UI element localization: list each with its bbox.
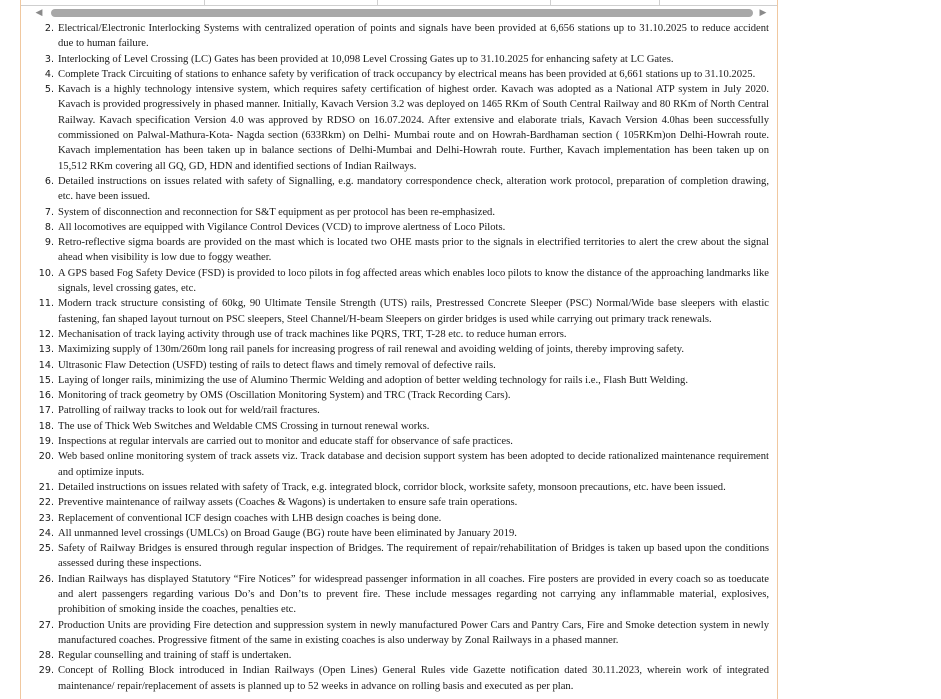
list-item: Safety of Railway Bridges is ensured through regular inspection of Bridges. The requirement of repair/rehabilitation of Bridges is taken up based upon the conditions assessed during these inspections. <box>58 543 769 570</box>
list-item: Maximizing supply of 130m/260m long rail panels for increasing progress of rail renewal and avoiding welding of joints, thereby improving safety. <box>58 344 684 356</box>
document-page <box>20 0 778 699</box>
list-item: Monitoring of track geometry by OMS (Oscillation Monitoring System) and TRC (Track Recording Cars). <box>58 390 511 402</box>
list-item: System of disconnection and reconnection for S&T equipment as per protocol has been re-emphasized. <box>58 206 495 218</box>
horizontal-scrollbar[interactable] <box>33 7 769 19</box>
list-item: Inspections at regular intervals are carried out to monitor and educate staff for observance of safe practices. <box>58 436 513 448</box>
list-item: Web based online monitoring system of track assets viz. Track database and decision support system has been adopted to decide rationalized maintenance requirement and optimize inputs. <box>58 451 769 478</box>
list-item: Interlocking of Level Crossing (LC) Gates has been provided at 10,098 Level Crossing Gates up to 31.10.2025 for enhancing safety at LC Gates. <box>58 53 674 65</box>
list-item: All locomotives are equipped with Vigilance Control Devices (VCD) to improve alertness of Loco Pilots. <box>58 221 506 233</box>
list-item: Preventive maintenance of railway assets (Coaches & Wagons) is undertaken to ensure safe train operations. <box>58 497 518 509</box>
list-item: Modern track structure consisting of 60kg, 90 Ultimate Tensile Strength (UTS) rails, Prestressed Concrete Sleeper (PSC) Normal/Wide base sleepers with elastic fastening, fan shaped layout turnout on PSC sleepers, Steel Channel/H-beam Sleepers on girder bridges is used while carrying out primary track renewals. <box>58 298 769 325</box>
list-item: Production Units are providing Fire detection and suppression system in newly manufactured Power Cars and Pantry Cars, Fire and Smoke detection system in newly manufactured coaches. Progressive fitment of the same in existing coaches is also underway by Zonal Railways in a phased manner. <box>58 619 769 646</box>
list-item: The use of Thick Web Switches and Weldable CMS Crossing in turnout renewal works. <box>58 420 430 432</box>
list-item: Laying of longer rails, minimizing the use of Alumino Thermic Welding and adoption of better welding technology for rails i.e., Flash Butt Welding. <box>58 374 688 386</box>
list-item: All unmanned level crossings (UMLCs) on Broad Gauge (BG) route have been eliminated by January 2019. <box>58 527 517 539</box>
table-bottom-edge <box>21 0 777 6</box>
scrollbar-track[interactable] <box>45 7 757 19</box>
list-item: Replacement of conventional ICF design coaches with LHB design coaches is being done. <box>58 512 442 524</box>
list-item: Detailed instructions on issues related with safety of Track, e.g. integrated block, corridor block, worksite safety, monsoon precautions, etc. have been issued. <box>58 481 726 493</box>
list-item: Patrolling of railway tracks to look out for weld/rail fractures. <box>58 405 320 417</box>
list-item: Electrical/Electronic Interlocking Systems with centralized operation of points and signals have been provided at 6,656 stations up to 31.10.2025 to reduce accident due to human failure. <box>58 23 769 50</box>
list-item: Ultrasonic Flaw Detection (USFD) testing of rails to detect flaws and timely removal of defective rails. <box>58 359 496 371</box>
list-item: A GPS based Fog Safety Device (FSD) is provided to loco pilots in fog affected areas which enables loco pilots to know the distance of the approaching landmarks like signals, level crossing gates, etc. <box>58 267 769 295</box>
list-item: Concept of Rolling Block introduced in Indian Railways (Open Lines) General Rules vide Gazette notification dated 30.11.2023, wherein work of integrated maintenance/ repair/replacement of assets is planned up to 52 weeks in advance on rolling basis and executed as per plan. <box>58 665 769 692</box>
scroll-left-arrow-icon[interactable]: ◀ <box>35 8 43 18</box>
safety-measures-list <box>31 21 769 694</box>
list-item: Regular counselling and training of staff is undertaken. <box>58 650 292 662</box>
list-item: Retro-reflective sigma boards are provided on the mast which is located two OHE masts prior to the signals in electrified territories to alert the crew about the signal ahead when visibility is low due to foggy weather. <box>58 237 769 264</box>
scrollbar-thumb[interactable] <box>51 9 753 17</box>
scroll-right-arrow-icon[interactable]: ▶ <box>759 8 767 18</box>
list-item: Kavach is a highly technology intensive system, which requires safety certification of highest order. Kavach was adopted as a National ATP system in July 2020. Kavach is provided progressively in phased manner. Initially, Kavach Version 3.2 was deployed on 1465 RKm of South Central Railway and 80 RKm of North Central Railway. Kavach specification Version 4.0 was approved by RDSO on 16.07.2024. After extensive and elaborate trials, Kavach Version 4.0has been successfully commissioned on Palwal-Mathura-Kota- Nagda section (633Rkm) on Delhi- Mumbai route and on Howrah-Bardhaman section ( 105RKm)on Delhi-Howrah route. Kavach implementation has been taken up in balance sections of Delhi-Mumbai and Delhi-Howrah route. Further, Kavach implementation has been taken up on 15,512 RKm covering all GQ, GD, HDN and identified sections of Indian Railways. <box>58 84 769 172</box>
list-item: Complete Track Circuiting of stations to enhance safety by verification of track occupancy by electrical means has been provided at 6,661 stations up to 31.10.2025. <box>58 68 756 80</box>
safety-measures-list-container <box>31 21 769 694</box>
list-item: Detailed instructions on issues related with safety of Signalling, e.g. mandatory correspondence check, alteration work protocol, preparation of completion drawing, etc. have been issued. <box>58 175 769 203</box>
list-item: Indian Railways has displayed Statutory “Fire Notices” for widespread passenger information in all coaches. Fire posters are provided in every coach so as toeducate and alert passengers regarding various Do’s and Don’ts to prevent fire. These include messages regarding not carrying any inflammable material, explosives, prohibition of smoking inside the coaches, penalties etc. <box>58 573 769 616</box>
list-item: Mechanisation of track laying activity through use of track machines like PQRS, TRT, T-28 etc. to reduce human errors. <box>58 328 567 340</box>
